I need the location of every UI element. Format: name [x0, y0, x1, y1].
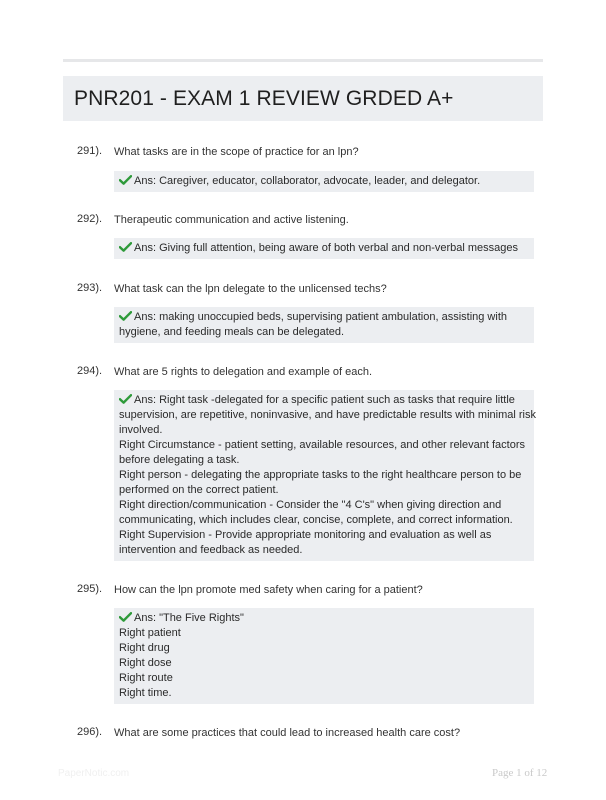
answer-line: intervention and feedback as needed.	[119, 544, 303, 556]
answer-line: Right drug	[119, 642, 170, 654]
answer-line: Right person - delegating the appropriate tasks to the right healthcare person to be	[119, 469, 522, 481]
question-text: What are some practices that could lead to increased health care cost?	[114, 727, 461, 739]
answer-text: Ans: "The Five Rights"	[134, 612, 244, 624]
answer-line	[119, 393, 528, 408]
title-banner	[63, 76, 543, 121]
question-text: What are 5 rights to delegation and example of each.	[114, 366, 373, 378]
answer-text: Ans: Giving full attention, being aware of both verbal and non-verbal messages	[134, 242, 519, 254]
answer-box	[114, 238, 534, 259]
answer-text: Ans: Right task -delegated for a specific patient such as tasks that require little	[134, 394, 515, 406]
answer-line: Right Circumstance - patient setting, available resources, and other relevant factors	[119, 439, 525, 451]
question-text: What tasks are in the scope of practice for an lpn?	[114, 146, 359, 158]
answer-line: Right time.	[119, 687, 172, 699]
answer-line	[119, 611, 528, 626]
question-text: Therapeutic communication and active listening.	[114, 214, 349, 226]
answer-box	[114, 171, 534, 192]
answer-line: hygiene, and feeding meals can be delegated.	[119, 326, 345, 338]
check-icon	[119, 612, 132, 622]
question-text: How can the lpn promote med safety when caring for a patient?	[114, 584, 423, 596]
answer-text: Ans: making unoccupied beds, supervising patient ambulation, assisting with	[134, 311, 507, 323]
check-icon	[119, 394, 132, 404]
answer-line: Right dose	[119, 657, 172, 669]
answer-line: before delegating a task.	[119, 454, 240, 466]
question-number: 293).	[77, 282, 103, 294]
answer-line: Right route	[119, 672, 173, 684]
question-number: 295).	[77, 583, 103, 595]
answer-line: Right Supervision - Provide appropriate monitoring and evaluation as well as	[119, 529, 492, 541]
check-icon	[119, 311, 132, 321]
question-number: 296).	[77, 726, 103, 738]
question-number: 292).	[77, 213, 103, 225]
check-icon	[119, 242, 132, 252]
question-number: 291).	[77, 145, 103, 157]
answer-line	[119, 174, 528, 189]
answer-line: performed on the correct patient.	[119, 484, 279, 496]
check-icon	[119, 175, 132, 185]
answer-line: supervision, are repetitive, noninvasive, and have predictable results with minimal risk	[119, 409, 536, 421]
answer-text: Ans: Caregiver, educator, collaborator, advocate, leader, and delegator.	[134, 175, 481, 187]
answer-line: involved.	[119, 424, 163, 436]
answer-box	[114, 307, 534, 343]
answer-line: Right direction/communication - Consider the "4 C's" when giving direction and	[119, 499, 502, 511]
answer-box	[114, 390, 534, 561]
watermark-text: PaperNotic.com	[58, 768, 130, 779]
answer-line	[119, 241, 528, 256]
question-text: What task can the lpn delegate to the unlicensed techs?	[114, 283, 387, 295]
top-divider	[63, 59, 543, 62]
page-number: Page 1 of 12	[492, 767, 548, 779]
document-title: PNR201 - EXAM 1 REVIEW GRDED A+	[74, 86, 454, 110]
answer-line: Right patient	[119, 627, 181, 639]
answer-line	[119, 310, 528, 325]
answer-box	[114, 608, 534, 704]
question-number: 294).	[77, 365, 103, 377]
answer-line: communicating, which includes clear, concise, complete, and correct information.	[119, 514, 513, 526]
